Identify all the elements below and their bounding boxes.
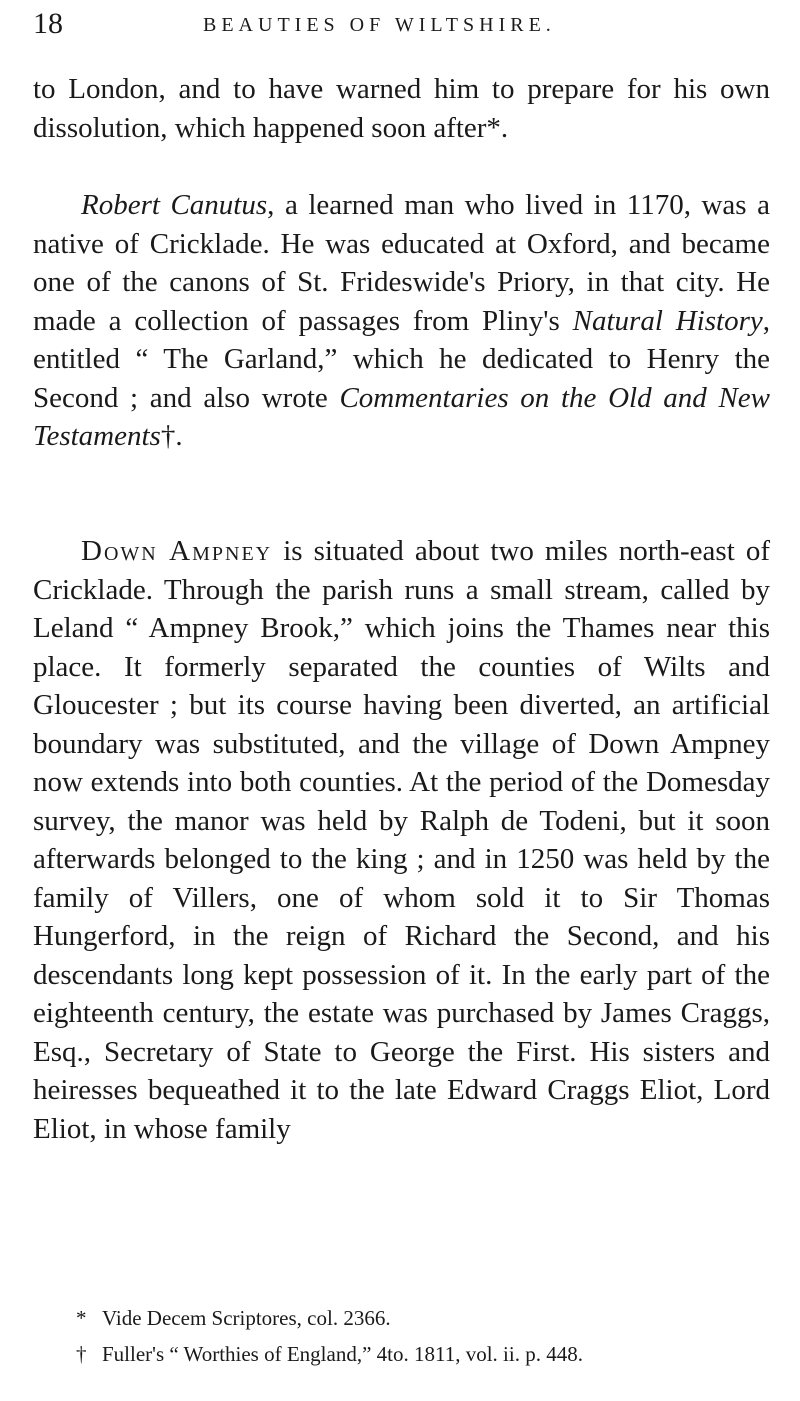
paragraph-down-ampney — [33, 532, 770, 1148]
text-segment: †. — [160, 420, 183, 452]
paragraph-text — [33, 186, 770, 456]
place-name: Down Ampney — [81, 535, 273, 567]
paragraph-text: to London, and to have warned him to prepare for his own dissolution, which happened soon after*. — [33, 73, 770, 144]
footnote — [76, 1336, 776, 1372]
paragraph-text — [33, 532, 770, 1148]
footnote-text: Vide Decem Scriptores, col. 2366. — [102, 1306, 391, 1330]
work-title: Natural History — [572, 304, 763, 337]
page-number: 18 — [33, 7, 63, 40]
running-head — [33, 4, 770, 44]
paragraph-continuation — [33, 70, 770, 147]
text-segment: , entitled “ The Garland,” which he dedicated to Henry the Second ; and also wrote — [33, 304, 770, 414]
footnote-mark: * — [76, 1306, 87, 1330]
footnote — [76, 1300, 776, 1336]
text-segment: is situated about two miles north-east of Cricklade. Through the parish runs a small stream, called by Leland “ Ampney Brook,” which joins the Thames near this place. It formerly separated the counties of Wilts and Gloucester ; but its course having been diverted, an artificial boundary was substituted, and the village of Down Ampney now extends into both counties. At the period of the Domesday survey, the manor was held by Ralph de Todeni, but it soon afterwards belonged to the king ; and in 1250 was held by the family of Villers, one of whom sold it to Sir Thomas Hungerford, in the reign of Richard the Second, and his descendants long kept possession of it. In the early part of the eighteenth century, the estate was purchased by James Craggs, Esq., Secretary of State to George the First. His sisters and heiresses bequeathed it to the late Edward Craggs Eliot, Lord Eliot, in whose family — [33, 535, 770, 1145]
person-name: Robert Canutus — [81, 189, 268, 221]
footnotes — [76, 1300, 776, 1372]
work-title: Commentaries on the Old and New Testaments — [33, 381, 770, 452]
text-segment: , a learned man who lived in 1170, was a native of Cricklade. He was educated at Oxford, and became one of the canons of St. Frideswide's Priory, in that city. He made a collection of passages from Pliny's — [33, 189, 770, 337]
paragraph-robert-canutus — [33, 186, 770, 456]
footnote-text: Fuller's “ Worthies of England,” 4to. 1811, vol. ii. p. 448. — [102, 1342, 583, 1366]
footnote-mark: † — [76, 1342, 87, 1366]
running-title: BEAUTIES OF WILTSHIRE. — [203, 14, 556, 36]
